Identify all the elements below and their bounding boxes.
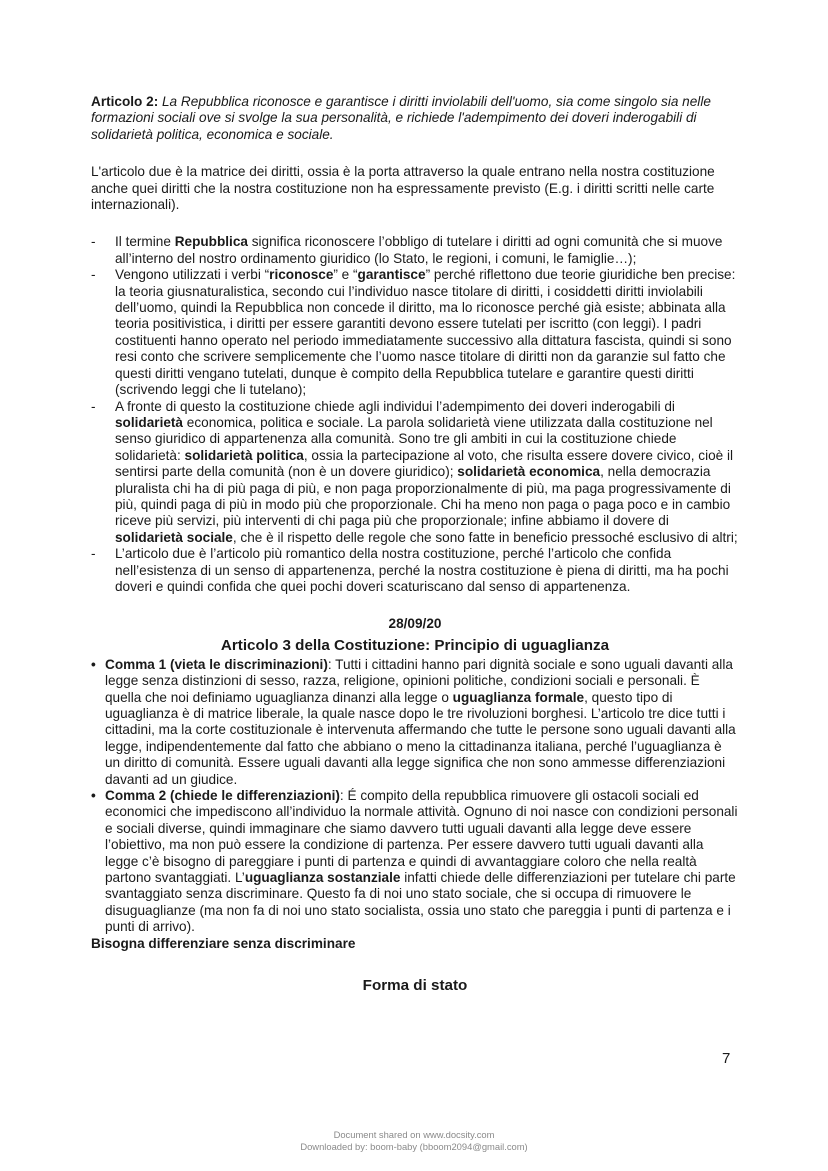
comma-1-item: • Comma 1 (vieta le discriminazioni): Tutti i cittadini hanno pari dignità sociale e sono uguali davanti alla legge senza distinzioni di sesso, razza, religione, opinioni politiche, condizioni sociali e personali. È quella che noi definiamo uguaglianza dinanzi alla legge o uguaglianza formale, questo tipo di uguaglianza è di matrice liberale, la quale nasce dopo le tre rivoluzioni borghesi. L’articolo tre dice tutti i cittadini, ma la corte costituzionale è intervenuta affermando che tutte le persone sono uguali davanti alla legge, indipendentemente dal fatto che abbiano o meno la cittadinanza italiana, perché l’uguaglianza è un diritto di comunità. Essere uguali davanti alla legge significa che non sono ammesse differenziazioni davanti ad un giudice. (91, 657, 739, 788)
comma-2-item: • Comma 2 (chiede le differenziazioni): É compito della repubblica rimuovere gli ostacoli sociali ed economici che impediscono all’individuo la normale attività. Ognuno di noi nasce con condizioni personali e sociali diverse, quindi immaginare che siamo davvero tutti uguali davanti alla legge deve essere l’obiettivo, ma non può essere la condizione di partenza. Per essere davvero tutti uguali davanti alla legge c’è bisogno di pareggiare i punti di partenza e quindi di avvantaggiare coloro che nella realtà partono svantaggiati. L’uguaglianza sostanziale infatti chiede delle differenziazioni per tutelare chi parte svantaggiato senza discriminare. Questo fa di noi uno stato sociale, che si occupa di rimuovere le disuguaglianze (ma non fa di noi uno stato socialista, ossia uno stato che pareggia i punti di partenza e i punti di arrivo). (91, 788, 739, 936)
intro-paragraph: L'articolo due è la matrice dei diritti, ossia è la porta attraverso la quale entrano nella nostra costituzione anche quei diritti che la nostra costituzione non ha espressamente previsto (E.g. i diritti scritti nelle carte internazionali). (91, 164, 715, 213)
list-item: - L’articolo due è l’articolo più romantico della nostra costituzione, perché l’articolo che confida nell’esistenza di un senso di appartenenza, perché la nostra costituzione è piena di diritti, ma ha pochi doveri e quindi confida che quei pochi doveri scaturiscano dal senso di appartenenza. (91, 546, 739, 595)
list-item: - A fronte di questo la costituzione chiede agli individui l’adempimento dei doveri inderogabili di solidarietà economica, politica e sociale. La parola solidarietà viene utilizzata dalla costituzione nel senso giuridico di appartenenza alla comunità. Sono tre gli ambiti in cui la costituzione chiede solidarietà: solidarietà politica, ossia la partecipazione al voto, che risulta essere dovere civico, cioè il sentirsi parte della comunità (non è un dovere giuridico); solidarietà economica, nella democrazia pluralista chi ha di più paga di più, e non paga proporzionalmente di più, ma paga progressivamente di più, quindi paga di più in modo più che proporzionale. Chi ha meno non paga o paga poco e in cambio riceve più servizi, più interventi di chi paga più che proporzionale; infine abbiamo il dovere di solidarietà sociale, che è il rispetto delle regole che sono fatte in beneficio pressoché esclusivo di altri; (91, 399, 739, 547)
article-2-quote (91, 94, 739, 143)
list-item: - Vengono utilizzati i verbi “riconosce” e “garantisce” perché riflettono due teorie giuridiche ben precise: la teoria giusnaturalistica, secondo cui l’individuo nasce titolare di diritti, i cosiddetti diritti inviolabili dell’uomo, quindi la Repubblica non concede il diritto, ma lo riconosce perché già esiste; abbinata alla teoria positivistica, i diritti per essere garantiti devono essere tutelati per iscritto (con leggi). I padri costituenti hanno operato nel periodo immediatamente successivo alla dittatura fascista, quindi si sono resi conto che scrivere semplicemente che l’uomo nasce titolare di diritti non da garanzie sul fatto che questi diritti vengano tutelati, dunque è compito della Repubblica tutelare e garantire questi diritti (scrivendo leggi che li tutelano); (91, 267, 739, 398)
lecture-date: 28/09/20 (388, 616, 442, 632)
footer-shared-line[interactable]: Document shared on www.docsity.com (333, 1129, 495, 1140)
section-title: Articolo 3 della Costituzione: Principio di uguaglianza (220, 636, 610, 654)
forma-di-stato-heading: Forma di stato (362, 977, 468, 995)
closing-statement: Bisogna differenziare senza discriminare (91, 935, 356, 951)
article-2-label: Articolo 2: (91, 94, 159, 109)
article-2-text: La Repubblica riconosce e garantisce i diritti inviolabili dell'uomo, sia come singolo sia nelle formazioni sociali ove si svolge la sua personalità, e richiede l'adempimento dei doveri inderogabili di solidarietà politica, economica e sociale. (91, 94, 711, 142)
article-3-commas (91, 657, 739, 936)
footer-downloaded-line: Downloaded by: boom-baby (bboom2094@gmail.com) (300, 1141, 528, 1152)
article-2-points (91, 234, 739, 595)
list-item: - Il termine Repubblica significa riconoscere l’obbligo di tutelare i diritti ad ogni comunità che si muove all’interno del nostro ordinamento giuridico (lo Stato, le regioni, i comuni, le famiglie…); (91, 234, 739, 267)
page-number: 7 (722, 1050, 731, 1067)
document-page (91, 94, 739, 995)
